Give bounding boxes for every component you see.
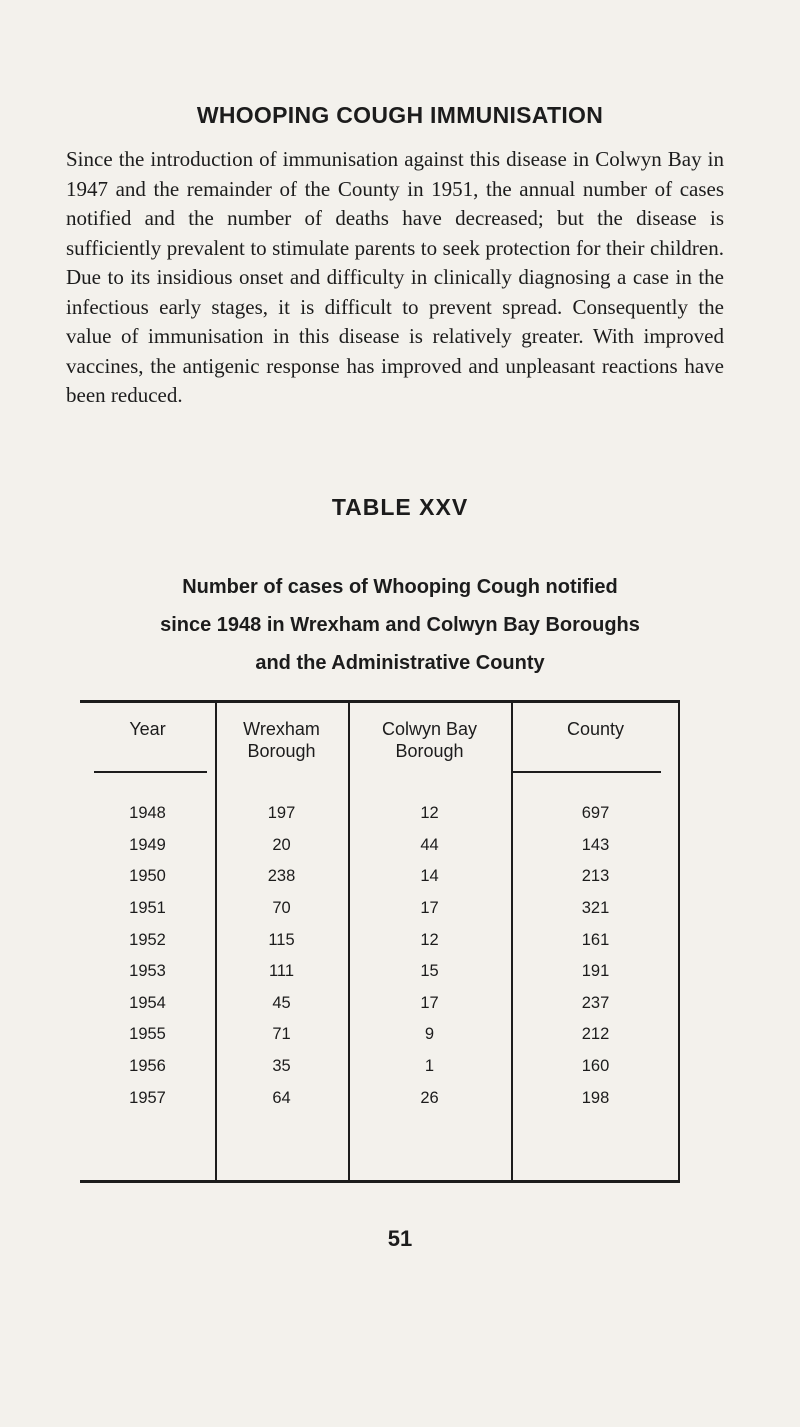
header-colwyn-line-1: Colwyn Bay: [381, 719, 478, 739]
cell-wrexham: 71: [272, 1025, 291, 1044]
header-colwyn: [348, 700, 511, 788]
cell-county: 321: [581, 899, 610, 918]
table-row: [80, 1051, 680, 1083]
cell-wrexham: 64: [272, 1088, 291, 1107]
table-caption: [0, 568, 800, 682]
cell-county: 143: [581, 835, 610, 854]
cell-year: 1949: [129, 835, 166, 854]
header-county: [511, 700, 680, 788]
table-row: [80, 1019, 680, 1051]
table-row: [80, 924, 680, 956]
page-number: 51: [387, 1226, 413, 1251]
table-bottom-rule: [80, 1180, 680, 1183]
cell-wrexham: 111: [268, 962, 295, 981]
cell-year: 1955: [129, 1025, 166, 1044]
table-row: [80, 861, 680, 893]
header-row: [80, 700, 680, 788]
cell-wrexham: 115: [268, 930, 295, 949]
header-rule-right: [511, 771, 661, 773]
cases-grid: [80, 700, 680, 1114]
table-row: [80, 956, 680, 988]
cell-year: 1956: [129, 1057, 166, 1076]
cell-year: 1954: [129, 993, 166, 1012]
table-row: [80, 893, 680, 925]
cell-county: 213: [581, 867, 610, 886]
cell-year: 1950: [129, 867, 166, 886]
cell-county: 161: [581, 930, 610, 949]
cell-wrexham: 35: [272, 1057, 291, 1076]
cell-county: 191: [581, 962, 610, 981]
table-row: [80, 988, 680, 1020]
cell-wrexham: 45: [272, 993, 291, 1012]
cell-year: 1957: [129, 1088, 166, 1107]
cases-table: [80, 700, 680, 1180]
cell-colwyn: 15: [420, 962, 439, 981]
header-county-label: County: [566, 719, 625, 739]
header-year: [80, 700, 215, 788]
caption-line-3: and the Administrative County: [255, 652, 545, 674]
intro-paragraph: Since the introduction of immunisation against this disease in Colwyn Bay in 1947 and the remainder of the County in 1951, the annual number of cases notified and the number of deaths have decreased; but the disease is sufficiently prevalent to stimulate parents to seek protection for their children. Due to its insidious onset and difficulty in clinically diagnosing a case in the infectious early stages, it is difficult to prevent spread. Consequently the value of immunisation in this disease is relatively greater. With improved vaccines, the antigenic response has improved and unpleasant reactions have been reduced.: [66, 147, 724, 407]
page-heading: WHOOPING COUGH IMMUNISATION: [196, 102, 604, 128]
cell-county: 697: [581, 804, 610, 823]
cell-colwyn: 14: [420, 867, 439, 886]
cell-colwyn: 9: [424, 1025, 435, 1044]
header-wrexham-line-1: Wrexham: [243, 719, 320, 739]
column-divider-2: [348, 700, 350, 1182]
caption-line-1: Number of cases of Whooping Cough notified: [182, 576, 618, 598]
cell-colwyn: 44: [420, 835, 439, 854]
header-colwyn-line-2: Borough: [395, 741, 464, 761]
cell-year: 1951: [129, 899, 166, 918]
caption-line-2: since 1948 in Wrexham and Colwyn Bay Boroughs: [160, 614, 640, 636]
cell-county: 198: [581, 1088, 610, 1107]
cell-wrexham: 197: [267, 804, 296, 823]
table-top-rule: [80, 700, 680, 703]
cell-colwyn: 12: [420, 930, 439, 949]
table-row: [80, 830, 680, 862]
cell-year: 1953: [129, 962, 166, 981]
cell-colwyn: 17: [420, 993, 439, 1012]
header-wrexham: [215, 700, 348, 788]
column-divider-1: [215, 700, 217, 1182]
cell-colwyn: 12: [420, 804, 439, 823]
cell-colwyn: 26: [420, 1088, 439, 1107]
cell-wrexham: 70: [272, 899, 291, 918]
cell-wrexham: 238: [267, 867, 296, 886]
table-label: TABLE XXV: [331, 494, 469, 520]
table-row: [80, 1082, 680, 1114]
cell-county: 237: [581, 993, 610, 1012]
cell-county: 160: [581, 1057, 610, 1076]
cell-county: 212: [581, 1025, 610, 1044]
table-row: [80, 788, 680, 830]
column-divider-4: [678, 700, 680, 1182]
cell-colwyn: 1: [424, 1057, 435, 1076]
header-rule-left: [94, 771, 207, 773]
cell-colwyn: 17: [420, 899, 439, 918]
cell-year: 1948: [129, 804, 166, 823]
cell-year: 1952: [129, 930, 166, 949]
header-wrexham-line-2: Borough: [247, 741, 316, 761]
cell-wrexham: 20: [272, 835, 291, 854]
header-year-label: Year: [129, 719, 166, 739]
